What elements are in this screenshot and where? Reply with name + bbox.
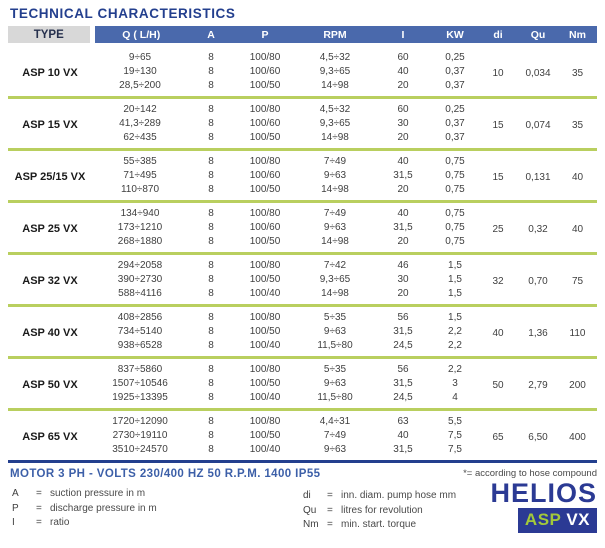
asp-vx-badge: [518, 508, 597, 533]
a-value: 8: [208, 326, 214, 337]
legend-symbol: P: [12, 502, 19, 514]
page-title: TECHNICAL CHARACTERISTICS: [10, 6, 236, 21]
table-row: [8, 306, 597, 325]
legend-equals: =: [327, 504, 333, 516]
a-value: 8: [208, 184, 214, 195]
hose-compound-note: *= according to hose compound: [463, 468, 597, 479]
a-value: 8: [208, 444, 214, 455]
col-header-i: I: [374, 26, 432, 45]
legend-desc: min. start. torque: [341, 519, 417, 530]
a-value: 8: [208, 170, 214, 181]
q-value: 19÷130: [123, 66, 157, 77]
brand-block: [397, 468, 597, 533]
i-value: 40: [397, 208, 409, 219]
di-value: 15: [492, 171, 504, 183]
qu-value: 0,131: [525, 171, 551, 183]
legend-desc: litres for revolution: [341, 504, 423, 516]
di-value: 32: [492, 275, 504, 287]
q-value: 390÷2730: [117, 274, 163, 285]
kw-value: 0,75: [445, 156, 465, 167]
q-value: 173÷1210: [117, 222, 163, 233]
i-value: 20: [397, 236, 409, 247]
di-value: 50: [492, 379, 504, 391]
p-value: 100/40: [249, 392, 281, 403]
col-header-rpm: RPM: [296, 26, 374, 45]
di-value: 40: [492, 327, 504, 339]
p-value: 100/40: [249, 444, 281, 455]
rpm-value: 7÷49: [323, 430, 347, 441]
helios-logo: HELIOS: [490, 478, 597, 508]
col-header-nm: Nm: [558, 26, 597, 45]
kw-value: 2,2: [448, 326, 462, 337]
p-value: 100/80: [249, 260, 281, 271]
p-value: 100/80: [249, 104, 281, 115]
i-value: 20: [397, 132, 409, 143]
qu-value: 2,79: [528, 379, 548, 391]
qu-value: 0,074: [525, 119, 551, 131]
p-value: 100/80: [249, 416, 281, 427]
i-value: 24,5: [393, 392, 413, 403]
q-value: 1925÷13395: [112, 392, 168, 403]
legend-desc: suction pressure in m: [50, 488, 146, 499]
a-value: 8: [208, 236, 214, 247]
pump-type-label: ASP 25/15 VX: [14, 170, 86, 183]
i-value: 46: [397, 260, 409, 271]
col-header-p: P: [234, 26, 296, 45]
legend-item: [12, 502, 157, 517]
col-header-qu: Qu: [518, 26, 558, 45]
rpm-value: 14÷98: [321, 80, 349, 91]
legend-desc: inn. diam. pump hose mm: [341, 490, 457, 501]
pump-type-label: ASP 40 VX: [22, 326, 78, 339]
rpm-value: 9,3÷65: [319, 118, 351, 129]
i-value: 40: [397, 156, 409, 167]
q-value: 294÷2058: [117, 260, 163, 271]
pump-type-label: ASP 50 VX: [22, 378, 78, 391]
nm-value: 40: [571, 171, 584, 183]
pump-group: [8, 150, 597, 202]
q-value: 134÷940: [120, 208, 160, 219]
p-value: 100/50: [249, 326, 281, 337]
header-row: [8, 26, 597, 45]
kw-value: 0,37: [445, 118, 465, 129]
table-header: [8, 26, 597, 45]
legend-equals: =: [327, 519, 333, 530]
table-row: [8, 202, 597, 221]
col-header-di: di: [478, 26, 518, 45]
p-value: 100/60: [249, 170, 281, 181]
pump-type-label: ASP 10 VX: [22, 66, 78, 79]
q-value: 110÷870: [120, 184, 160, 195]
p-value: 100/60: [249, 118, 281, 129]
legend-desc: ratio: [50, 517, 70, 528]
kw-value: 0,75: [445, 170, 465, 181]
di-value: 10: [492, 67, 504, 79]
rpm-value: 7÷49: [323, 156, 347, 167]
kw-value: 2,2: [448, 340, 462, 351]
pump-group: [8, 202, 597, 254]
i-value: 31,5: [393, 170, 413, 181]
nm-value: 110: [569, 327, 586, 339]
badge-asp-label: ASP: [524, 510, 562, 529]
pump-type-label: ASP 32 VX: [22, 274, 78, 287]
kw-value: 2,2: [448, 364, 462, 375]
i-value: 24,5: [393, 340, 413, 351]
p-value: 100/50: [249, 184, 281, 195]
rpm-value: 9÷63: [323, 326, 347, 337]
badge-vx-label: VX: [566, 510, 590, 529]
legend-equals: =: [327, 490, 333, 501]
legend-equals: =: [36, 502, 42, 514]
kw-value: 0,75: [445, 208, 465, 219]
nm-value: 400: [569, 431, 586, 443]
kw-value: 0,37: [445, 132, 465, 143]
kw-value: 3: [452, 378, 458, 389]
table-row: [8, 410, 597, 429]
i-value: 40: [397, 66, 409, 77]
a-value: 8: [208, 52, 214, 63]
qu-value: 0,70: [528, 275, 548, 287]
col-header-q: Q ( L/H): [92, 26, 188, 45]
kw-value: 4: [452, 392, 458, 403]
q-value: 588÷4116: [118, 288, 162, 299]
kw-value: 1,5: [448, 260, 462, 271]
di-value: 15: [492, 119, 504, 131]
a-value: 8: [208, 132, 214, 143]
p-value: 100/50: [249, 274, 281, 285]
q-value: 1720÷12090: [112, 416, 168, 427]
pump-group: [8, 254, 597, 306]
legend-symbol: I: [12, 517, 15, 528]
a-value: 8: [208, 66, 214, 77]
rpm-value: 14÷98: [321, 184, 349, 195]
qu-value: 6,50: [528, 431, 548, 443]
rpm-value: 9÷63: [323, 444, 347, 455]
p-value: 100/40: [249, 288, 281, 299]
rpm-value: 4,4÷31: [319, 416, 351, 427]
i-value: 60: [397, 104, 409, 115]
kw-value: 0,25: [445, 104, 465, 115]
p-value: 100/80: [249, 208, 281, 219]
q-value: 41,3÷289: [119, 118, 161, 129]
q-value: 2730÷19110: [112, 430, 168, 441]
legend-item: [12, 487, 157, 502]
rpm-value: 7÷42: [323, 260, 347, 271]
legend-left: [12, 487, 157, 531]
a-value: 8: [208, 274, 214, 285]
a-value: 8: [208, 416, 214, 427]
a-value: 8: [208, 208, 214, 219]
rpm-value: 4,5÷32: [319, 52, 351, 63]
rpm-value: 11,5÷80: [317, 392, 353, 403]
a-value: 8: [208, 288, 214, 299]
kw-value: 5,5: [448, 416, 462, 427]
di-value: 65: [492, 431, 504, 443]
a-value: 8: [208, 156, 214, 167]
p-value: 100/80: [249, 156, 281, 167]
legend-item: [12, 516, 157, 531]
nm-value: 35: [571, 67, 584, 79]
pump-group: [8, 306, 597, 358]
kw-value: 7,5: [448, 444, 462, 455]
rpm-value: 14÷98: [321, 132, 349, 143]
i-value: 31,5: [393, 326, 413, 337]
rpm-value: 9÷63: [323, 222, 347, 233]
kw-value: 1,5: [448, 288, 462, 299]
i-value: 56: [397, 312, 409, 323]
q-value: 268÷1880: [117, 236, 163, 247]
legend-symbol: di: [303, 490, 311, 501]
q-value: 62÷435: [123, 132, 157, 143]
qu-value: 1,36: [528, 327, 548, 339]
rpm-value: 14÷98: [321, 288, 349, 299]
pump-group: [8, 45, 597, 98]
legend-symbol: A: [12, 488, 19, 499]
q-value: 1507÷10546: [112, 378, 168, 389]
rpm-value: 11,5÷80: [317, 340, 353, 351]
pump-group: [8, 410, 597, 462]
i-value: 40: [397, 430, 409, 441]
table-row: [8, 254, 597, 273]
di-value: 25: [492, 223, 504, 235]
q-value: 71÷495: [123, 170, 157, 181]
p-value: 100/60: [249, 66, 281, 77]
nm-value: 75: [571, 275, 584, 287]
rpm-value: 9,3÷65: [319, 274, 351, 285]
qu-value: 0,32: [528, 223, 548, 235]
motor-spec: MOTOR 3 PH - VOLTS 230/400 HZ 50 R.P.M. 1400 IP55: [10, 468, 321, 480]
kw-value: 1,5: [448, 312, 462, 323]
rpm-value: 9÷63: [323, 378, 347, 389]
p-value: 100/40: [249, 340, 281, 351]
a-value: 8: [208, 260, 214, 271]
a-value: 8: [208, 80, 214, 91]
table-row: [8, 358, 597, 377]
rpm-value: 5÷35: [323, 312, 347, 323]
kw-value: 1,5: [448, 274, 462, 285]
i-value: 31,5: [393, 222, 413, 233]
rpm-value: 9,3÷65: [319, 66, 351, 77]
q-value: 734÷5140: [117, 326, 163, 337]
footer: [8, 468, 597, 548]
table-row: [8, 150, 597, 169]
legend-desc: discharge pressure in m: [50, 502, 157, 514]
q-value: 408÷2856: [117, 312, 163, 323]
a-value: 8: [208, 340, 214, 351]
p-value: 100/50: [249, 378, 281, 389]
p-value: 100/50: [249, 132, 281, 143]
qu-value: 0,034: [525, 67, 551, 79]
pump-type-label: ASP 65 VX: [22, 430, 78, 443]
a-value: 8: [208, 104, 214, 115]
pump-group: [8, 358, 597, 410]
kw-value: 0,75: [445, 184, 465, 195]
p-value: 100/80: [249, 364, 281, 375]
kw-value: 0,75: [445, 222, 465, 233]
q-value: 20÷142: [123, 104, 157, 115]
nm-value: 40: [571, 223, 584, 235]
kw-value: 0,25: [445, 52, 465, 63]
col-header-kw: KW: [432, 26, 478, 45]
pump-type-label: ASP 25 VX: [22, 222, 78, 235]
rpm-value: 9÷63: [323, 170, 347, 181]
i-value: 31,5: [393, 378, 413, 389]
kw-value: 0,37: [445, 80, 465, 91]
rpm-value: 14÷98: [321, 236, 349, 247]
table-row: [8, 45, 597, 65]
q-value: 938÷6528: [117, 340, 163, 351]
q-value: 9÷65: [128, 52, 152, 63]
a-value: 8: [208, 378, 214, 389]
i-value: 30: [397, 274, 409, 285]
legend-symbol: Qu: [303, 504, 317, 516]
kw-value: 0,75: [445, 236, 465, 247]
kw-value: 0,37: [445, 66, 465, 77]
p-value: 100/50: [249, 80, 281, 91]
q-value: 837÷5860: [117, 364, 163, 375]
p-value: 100/80: [249, 52, 281, 63]
nm-value: 35: [571, 119, 584, 131]
rpm-value: 5÷35: [323, 364, 347, 375]
i-value: 30: [397, 118, 409, 129]
a-value: 8: [208, 312, 214, 323]
col-header-a: A: [188, 26, 234, 45]
kw-value: 7,5: [448, 430, 462, 441]
legend-symbol: Nm: [303, 519, 319, 530]
a-value: 8: [208, 430, 214, 441]
i-value: 56: [397, 364, 409, 375]
a-value: 8: [208, 118, 214, 129]
i-value: 20: [397, 184, 409, 195]
pump-group: [8, 98, 597, 150]
pump-type-label: ASP 15 VX: [22, 118, 78, 131]
i-value: 20: [397, 80, 409, 91]
rpm-value: 7÷49: [323, 208, 347, 219]
legend-equals: =: [36, 517, 42, 528]
characteristics-table: [8, 26, 597, 463]
rpm-value: 4,5÷32: [319, 104, 351, 115]
i-value: 63: [397, 416, 409, 427]
p-value: 100/80: [249, 312, 281, 323]
p-value: 100/50: [249, 236, 281, 247]
a-value: 8: [208, 364, 214, 375]
a-value: 8: [208, 222, 214, 233]
q-value: 28,5÷200: [119, 80, 161, 91]
p-value: 100/50: [249, 430, 281, 441]
col-header-type: TYPE: [8, 26, 92, 45]
i-value: 31,5: [393, 444, 413, 455]
table-row: [8, 98, 597, 117]
q-value: 55÷385: [123, 156, 157, 167]
nm-value: 200: [569, 379, 586, 391]
i-value: 20: [397, 288, 409, 299]
legend-equals: =: [36, 488, 42, 499]
a-value: 8: [208, 392, 214, 403]
q-value: 3510÷24570: [112, 444, 168, 455]
i-value: 60: [397, 52, 409, 63]
p-value: 100/60: [249, 222, 281, 233]
